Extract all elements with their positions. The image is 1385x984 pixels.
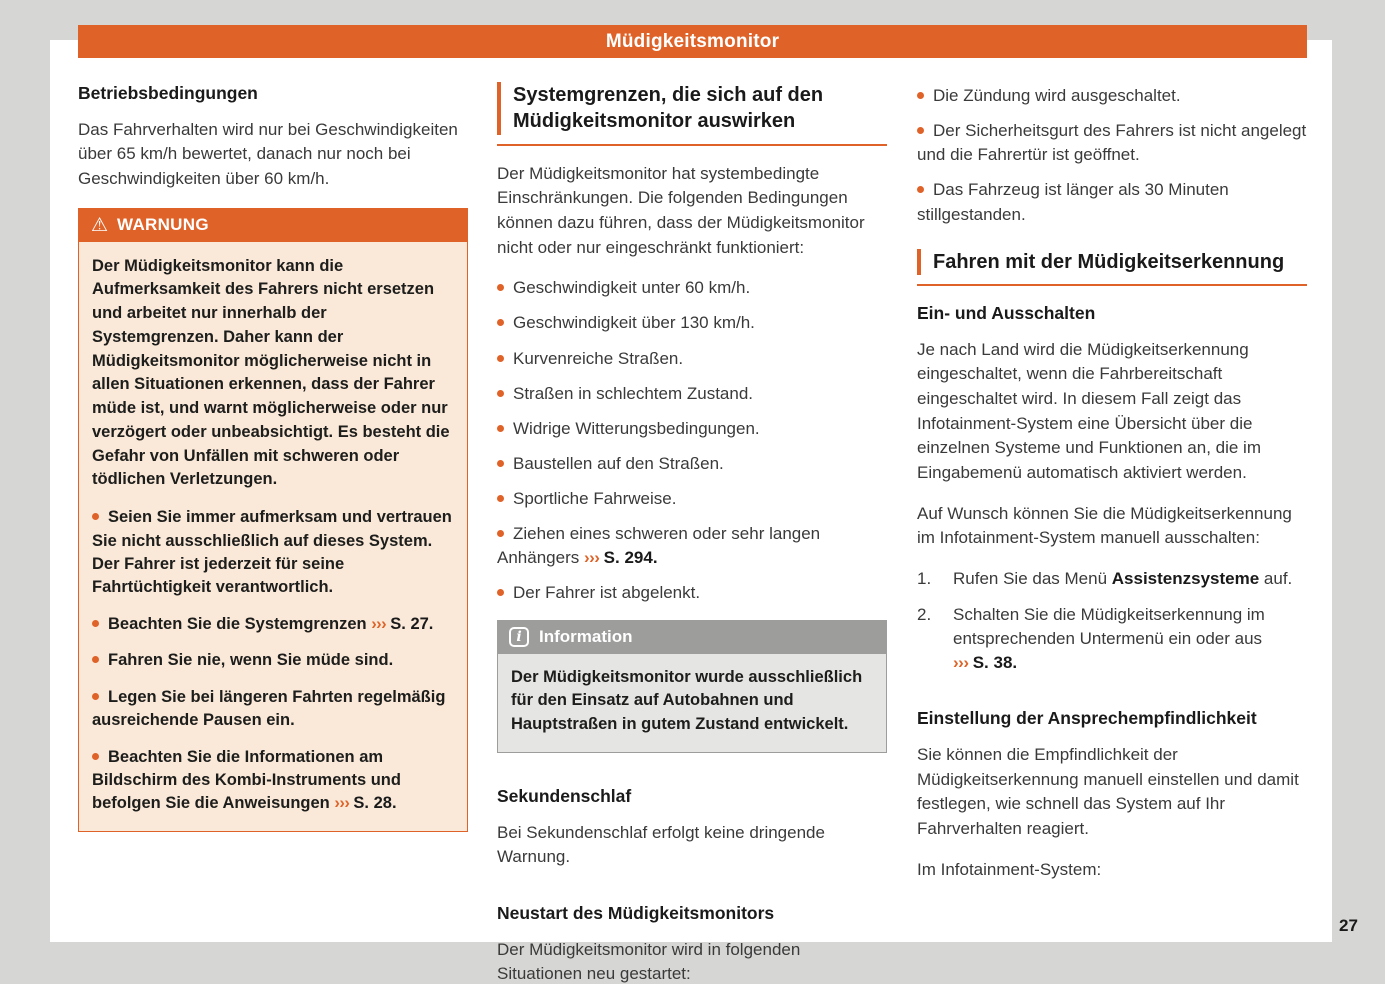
warning-box-body	[79, 242, 467, 831]
bullet-item	[92, 686, 454, 733]
page-title: Müdigkeitsmonitor	[605, 30, 780, 52]
heading-neustart: Neustart des Müdigkeitsmonitors	[497, 902, 775, 923]
bullet-item	[497, 522, 887, 570]
bullet-text	[917, 180, 1229, 223]
section-heading-fahren: Fahren mit der Müdigkeitserkennung	[917, 249, 1307, 275]
paragraph-systemgrenzen-intro: Der Müdigkeitsmonitor hat systembedingte Einschränkungen. Die folgenden Bedingungen können dazu führen, dass der Müdigkeitsmonitor nicht oder nur eingeschränkt funktioniert:	[497, 163, 865, 257]
section-heading-rule	[497, 82, 887, 146]
bullet-icon	[92, 693, 99, 700]
step-number: 2.	[917, 605, 932, 625]
bullet-text	[92, 748, 401, 813]
info-icon	[509, 627, 529, 647]
heading-ansprechempfindlichkeit: Einstellung der Ansprechempfindlichkeit	[917, 708, 1257, 729]
bullet-text	[513, 313, 755, 332]
column-middle	[497, 82, 887, 984]
bullet-item	[497, 417, 887, 441]
paragraph-betriebsbedingungen: Das Fahrverhalten wird nur bei Geschwindigkeiten über 65 km/h bewertet, danach nur noch bei Geschwindigkeiten über 60 km/h.	[78, 119, 458, 189]
paragraph-neustart: Der Müdigkeitsmonitor wird in folgenden Situationen neu gestartet:	[497, 939, 801, 984]
ausschalten-steps-list	[917, 567, 1307, 676]
warning-box-title: WARNUNG	[117, 215, 209, 235]
warning-triangle-icon: ⚠	[91, 214, 109, 236]
manual-page	[50, 30, 1332, 984]
bullet-text	[933, 86, 1181, 105]
bullet-item	[92, 506, 454, 600]
text-segment: Legen Sie bei längeren Fahrten regelmäßig ausreichende Pausen ein.	[92, 687, 446, 730]
bullet-item	[497, 487, 887, 511]
bullet-icon	[92, 656, 99, 663]
section-heading-systemgrenzen: Systemgrenzen, die sich auf den Müdigkeitsmonitor auswirken	[497, 82, 887, 135]
text-segment: Geschwindigkeit über 130 km/h.	[513, 313, 755, 333]
bullet-icon	[497, 390, 504, 397]
section-heading-rule	[917, 249, 1307, 286]
xref-chevrons-icon: ›››	[334, 794, 354, 813]
text-segment: Das Fahrzeug ist länger als 30 Minuten stillgestanden.	[917, 180, 1229, 224]
text-segment: Der Sicherheitsgurt des Fahrers ist nicht angelegt und die Fahrertür ist geöffnet.	[917, 121, 1307, 165]
text-segment: Die Zündung wird ausgeschaltet.	[933, 86, 1181, 105]
heading-betriebsbedingungen: Betriebsbedingungen	[78, 83, 258, 103]
bullet-item	[92, 649, 454, 672]
text-segment: Ziehen eines schweren oder sehr langen Anhängers	[497, 524, 821, 568]
bullet-item	[917, 178, 1307, 226]
xref-link[interactable]	[371, 615, 433, 633]
bullet-icon	[92, 513, 99, 520]
bullet-text	[917, 121, 1306, 164]
bullet-icon	[917, 127, 924, 134]
step-number: 1.	[917, 568, 932, 588]
heading-ein-und-ausschalten: Ein- und Ausschalten	[917, 303, 1096, 324]
text-segment: Beachten Sie die Systemgrenzen	[108, 614, 372, 633]
xref-link[interactable]	[953, 653, 1017, 672]
bullet-item	[917, 119, 1307, 167]
paragraph-infotainment: Im Infotainment-System:	[917, 859, 1102, 879]
step-item	[917, 567, 1307, 591]
info-icon-glyph: i	[516, 628, 522, 645]
text-segment: Beachten Sie die Informationen am Bildschirm des Kombi-Instruments und befolgen Sie die Anweisungen	[92, 747, 401, 813]
info-box-title: Information	[539, 626, 633, 646]
neustart-bullet-list	[917, 84, 1307, 227]
xref-page: S. 27.	[390, 614, 434, 633]
text-segment: Geschwindigkeit unter 60 km/h.	[513, 278, 751, 298]
bullet-icon	[497, 530, 504, 537]
bullet-icon	[917, 92, 924, 99]
xref-page: S. 28.	[353, 794, 397, 813]
bullet-icon	[497, 460, 504, 467]
bullet-text	[513, 419, 760, 438]
text-segment: Straßen in schlechtem Zustand.	[513, 383, 754, 403]
info-box	[497, 620, 887, 753]
bullet-icon	[497, 355, 504, 362]
xref-link[interactable]	[584, 548, 658, 567]
xref-chevrons-icon: ›››	[953, 653, 973, 673]
bullet-icon	[92, 753, 99, 760]
warning-box	[78, 208, 468, 832]
paragraph-empfindlichkeit: Sie können die Empfindlichkeit der Müdigkeitserkennung manuell einstellen und damit festlegen, wie schnell das System auf Ihr Fahrverhalten reagiert.	[917, 745, 1299, 839]
bullet-text	[513, 349, 683, 368]
column-left	[78, 82, 468, 832]
text-segment: Sportliche Fahrweise.	[513, 489, 677, 509]
text-segment: Baustellen auf den Straßen.	[513, 453, 724, 473]
xref-chevrons-icon: ›››	[583, 548, 604, 568]
paragraph-sekundenschlaf: Bei Sekundenschlaf erfolgt keine dringende Warnung.	[497, 822, 825, 867]
bullet-item	[497, 452, 887, 476]
column-right	[917, 82, 1307, 898]
text-segment: Schalten Sie die Müdigkeitserkennung im entsprechenden Untermenü ein oder aus	[953, 605, 1265, 649]
bullet-item	[497, 382, 887, 406]
bullet-text	[92, 688, 445, 729]
bullet-icon	[497, 425, 504, 432]
bullet-text	[513, 278, 750, 297]
bullet-item	[497, 276, 887, 300]
page-number: 27	[1339, 916, 1358, 935]
text-segment: auf.	[1259, 568, 1293, 588]
systemgrenzen-bullet-list	[497, 276, 887, 605]
warning-paragraph: Der Müdigkeitsmonitor kann die Aufmerksamkeit des Fahrers nicht ersetzen und arbeitet nur innerhalb der Systemgrenzen. Daher kann der Müdigkeitsmonitor möglicherweise nicht in allen Situationen erkennen, dass der Fahrer müde ist, und warnt möglicherweise oder nur verzögert oder unbeabsichtigt. Es besteht die Gefahr von Unfällen mit schweren oder tödlichen Verletzungen.	[92, 256, 450, 489]
bullet-item	[92, 746, 454, 816]
heading-sekundenschlaf: Sekundenschlaf	[497, 785, 632, 806]
bullet-icon	[497, 589, 504, 596]
step-text	[953, 603, 1307, 675]
bullet-item	[497, 581, 887, 605]
bullet-item	[497, 347, 887, 371]
bullet-icon	[497, 495, 504, 502]
bullet-icon	[92, 620, 99, 627]
xref-link[interactable]	[334, 794, 396, 812]
bullet-text	[513, 489, 676, 508]
bullet-text	[513, 384, 753, 403]
text-segment: Fahren Sie nie, wenn Sie müde sind.	[108, 651, 394, 670]
text-segment: Rufen Sie das Menü	[953, 568, 1112, 588]
bullet-text	[108, 615, 433, 633]
xref-page: S. 38.	[972, 653, 1018, 673]
bullet-text	[108, 651, 393, 669]
bullet-icon	[917, 186, 924, 193]
warning-bullet-list	[92, 506, 454, 816]
bullet-item	[92, 613, 454, 636]
bullet-icon	[497, 319, 504, 326]
text-segment: Widrige Witterungsbedingungen.	[513, 418, 760, 438]
bullet-item	[497, 311, 887, 335]
step-text	[953, 567, 1307, 591]
page-header-bar	[78, 25, 1307, 58]
warning-box-header	[79, 209, 467, 242]
bullet-text	[497, 524, 820, 567]
paragraph-einschalten: Je nach Land wird die Müdigkeitserkennung eingeschaltet, wenn die Fahrbereitschaft eingeschaltet wird. In diesem Fall zeigt das Infotainment-System eine Übersicht über die einzelnen Systeme und Funktionen an, die im Eingabemenü automatisch aktiviert werden.	[917, 339, 1261, 482]
bullet-text	[92, 508, 452, 596]
text-segment: Der Fahrer ist abgelenkt.	[513, 583, 701, 603]
menu-name: Assistenzsysteme	[1111, 568, 1260, 588]
info-box-body: Der Müdigkeitsmonitor wurde ausschließlich für den Einsatz auf Autobahnen und Hauptstraßen in gutem Zustand entwickelt.	[497, 654, 887, 753]
step-item	[917, 603, 1307, 675]
bullet-text	[513, 454, 724, 473]
info-box-header	[497, 620, 887, 654]
bullet-text	[513, 583, 700, 602]
xref-page: S. 294.	[603, 548, 658, 568]
bullet-icon	[497, 284, 504, 291]
text-segment: Kurvenreiche Straßen.	[513, 348, 684, 368]
bullet-item	[917, 84, 1307, 108]
xref-chevrons-icon: ›››	[371, 614, 391, 633]
paragraph-ausschalten: Auf Wunsch können Sie die Müdigkeitserkennung im Infotainment-System manuell ausschalten:	[917, 503, 1292, 548]
text-segment: Seien Sie immer aufmerksam und vertrauen Sie nicht ausschließlich auf dieses System. Der Fahrer ist jederzeit für seine Fahrtüchtigkeit verantwortlich.	[92, 508, 452, 597]
